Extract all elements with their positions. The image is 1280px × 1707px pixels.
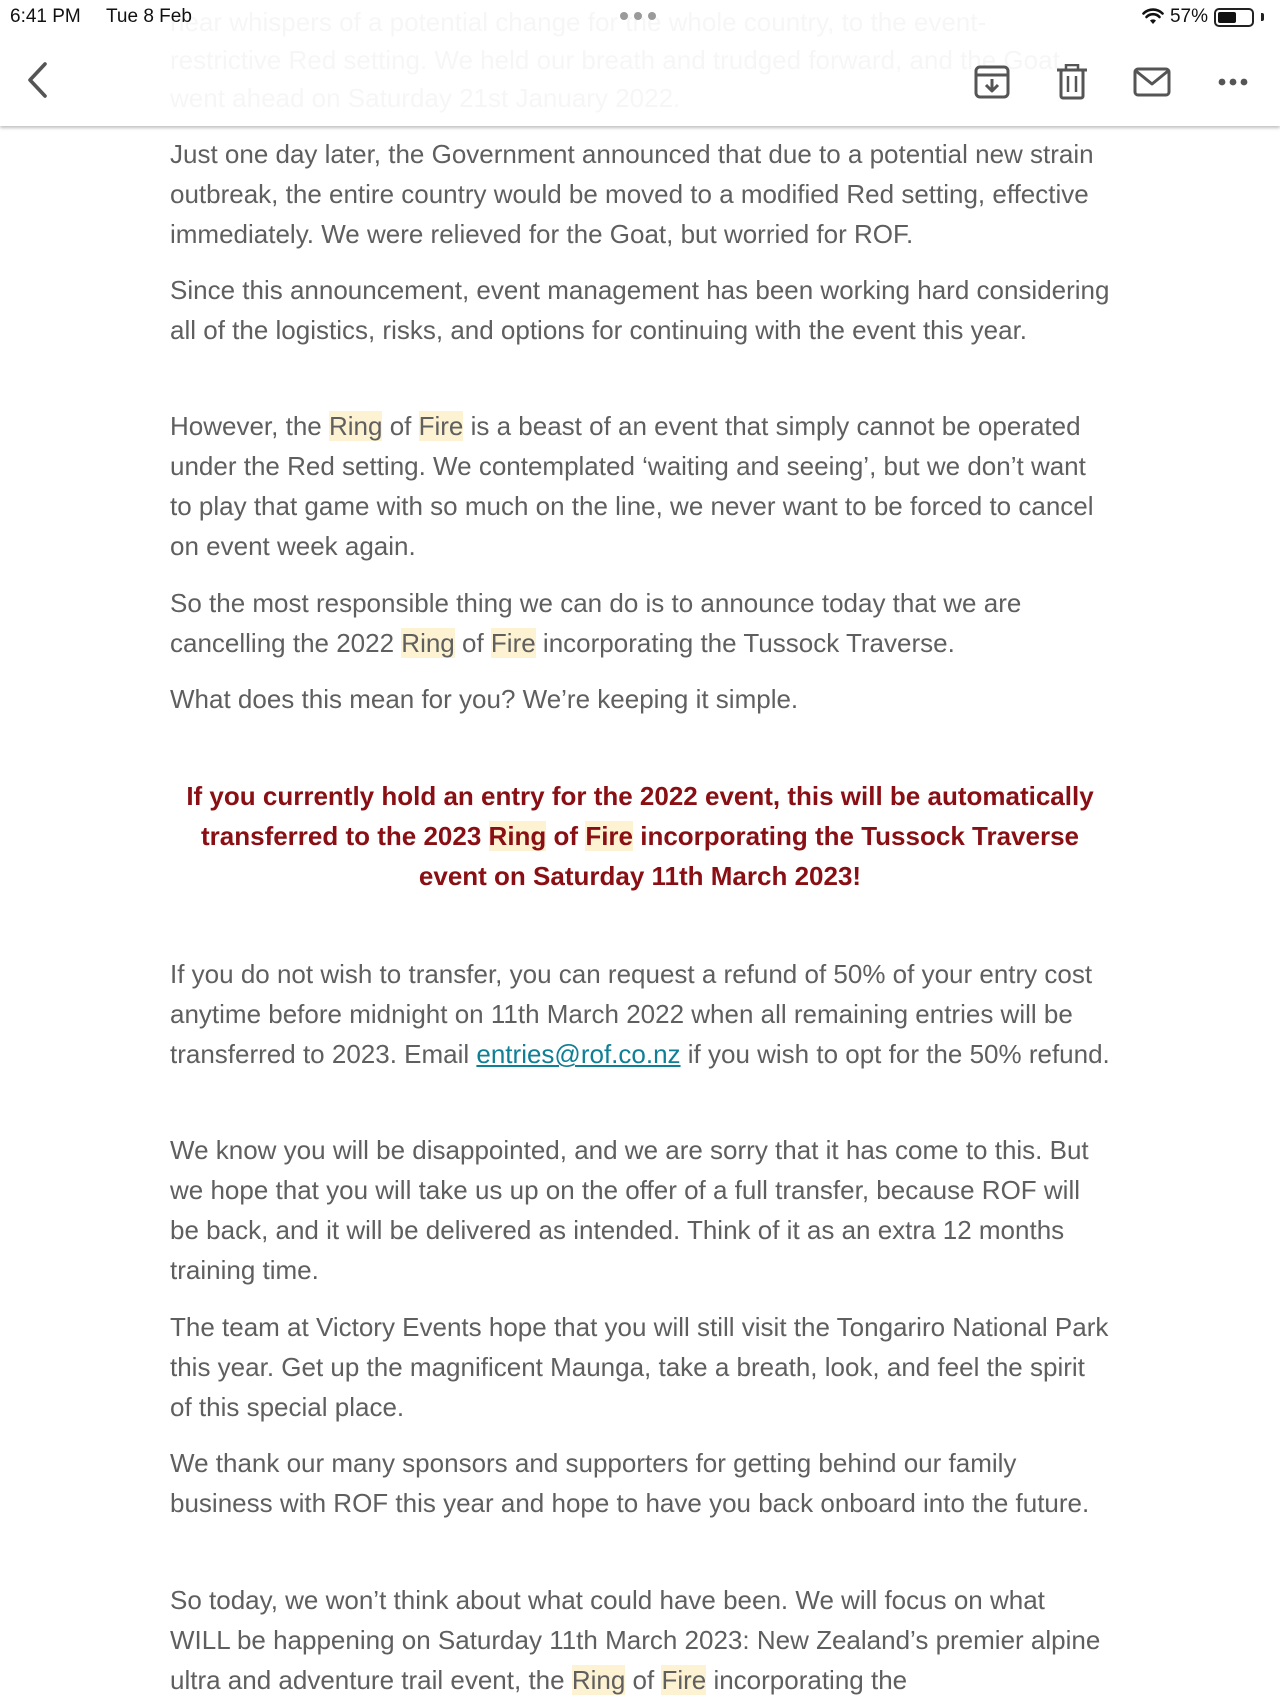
- battery-percent: 57%: [1169, 6, 1208, 27]
- more-button[interactable]: [1211, 60, 1255, 104]
- highlight-fire: Fire: [585, 821, 633, 851]
- paragraph-announcement: Just one day later, the Government announced that due to a potential new strain outbreak, the entire country would be moved to a modified Red setting, effective immediately. We were relieved for the Goat, but worried for ROF.: [170, 139, 1094, 249]
- paragraph-victory-events: The team at Victory Events hope that you will still visit the Tongariro National Park this year. Get up the magnificent Maunga, take a breath, look, and feel the spirit of this special place.: [170, 1312, 1109, 1422]
- paragraph-disappointed: We know you will be disappointed, and we are sorry that it has come to this. But we hope that you will take us up on the offer of a full transfer, because ROF will be back, and it will be delivered as intended. Think of it as an extra 12 months training time.: [170, 1135, 1089, 1285]
- back-button[interactable]: [16, 52, 60, 108]
- transfer-notice: If you currently hold an entry for the 2022 event, this will be automatically transferred to the 2023 Ring of Fire incorporating the Tussock Traverse event on Saturday 11th March 2023!: [186, 781, 1094, 891]
- highlight-ring: Ring: [488, 821, 547, 851]
- highlight-fire: Fire: [661, 1665, 707, 1695]
- paragraph-red-setting: However, the Ring of Fire is a beast of an event that simply cannot be operated under the Red setting. We contemplated ‘waiting and seeing’, but we don’t want to play that game with so much on the line, we never want to be forced to cancel on event week again.: [170, 411, 1094, 561]
- chevron-left-icon: [25, 60, 51, 100]
- highlight-ring: Ring: [571, 1665, 626, 1695]
- status-bar: [0, 0, 1280, 34]
- mark-unread-button[interactable]: [1130, 60, 1174, 104]
- highlight-fire: Fire: [490, 628, 536, 658]
- status-time: 6:41 PM: [10, 6, 81, 27]
- highlight-fire: Fire: [418, 411, 464, 441]
- highlight-ring: Ring: [328, 411, 383, 441]
- paragraph-cancellation: So the most responsible thing we can do is to announce today that we are cancelling the 2022 Ring of Fire incorporating the Tussock Traverse.: [170, 588, 1022, 658]
- battery-icon: [1214, 8, 1254, 27]
- more-icon: [1218, 78, 1248, 86]
- multitasking-dots-icon[interactable]: [620, 12, 656, 20]
- battery-level-fill: [1218, 12, 1236, 23]
- mail-icon: [1133, 67, 1171, 97]
- trash-button[interactable]: [1050, 60, 1094, 104]
- archive-button[interactable]: [970, 60, 1014, 104]
- paragraph-event-management: Since this announcement, event management has been working hard considering all of the logistics, risks, and options for continuing with the event this year.: [170, 275, 1110, 345]
- highlight-ring: Ring: [401, 628, 455, 658]
- email-link[interactable]: entries@rof.co.nz: [476, 1039, 681, 1069]
- archive-icon: [974, 65, 1010, 99]
- paragraph-refund: If you do not wish to transfer, you can request a refund of 50% of your entry cost anytime before midnight on 11th March 2022 when all remaining entries will be transferred to 2023. Email entries@rof.co.nz if you wish to opt for the 50% refund.: [170, 959, 1110, 1069]
- status-right: [1142, 6, 1264, 28]
- paragraph-sponsors: We thank our many sponsors and supporters for getting behind our family business with ROF this year and hope to have you back onboard into the future.: [170, 1448, 1090, 1518]
- status-date: Tue 8 Feb: [106, 6, 192, 27]
- paragraph-focus: So today, we won’t think about what could have been. We will focus on what WILL be happening on Saturday 11th March 2023: New Zealand’s premier alpine ultra and adventure trail event, the Ring of Fire incorporating the: [170, 1585, 1101, 1695]
- trash-icon: [1056, 64, 1088, 100]
- wifi-icon: [1142, 8, 1164, 26]
- paragraph-keeping-simple: What does this mean for you? We’re keeping it simple.: [170, 684, 799, 714]
